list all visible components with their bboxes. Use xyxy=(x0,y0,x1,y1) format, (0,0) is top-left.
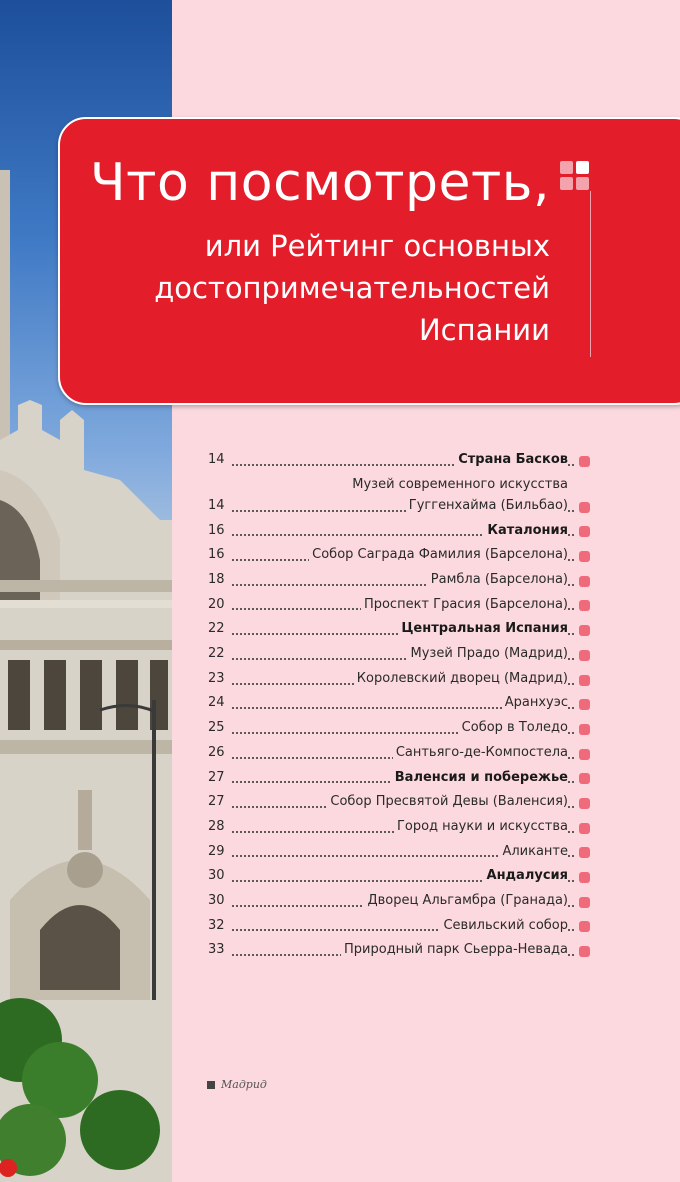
toc-page-number: 26 xyxy=(208,744,225,760)
bullet-square-icon xyxy=(579,847,590,858)
toc-item[interactable] xyxy=(208,593,592,618)
toc-label: Королевский дворец (Мадрид) xyxy=(354,667,568,692)
toc-page-number: 25 xyxy=(208,720,225,736)
toc-item[interactable] xyxy=(208,938,592,963)
table-of-contents xyxy=(208,448,592,963)
toc-page-number: 27 xyxy=(208,769,225,785)
toc-item[interactable] xyxy=(208,692,592,717)
toc-page-number: 23 xyxy=(208,670,225,686)
toc-page-number: 27 xyxy=(208,794,225,810)
toc-item[interactable] xyxy=(208,448,592,473)
squares-logo-icon xyxy=(560,161,592,193)
bullet-square-icon xyxy=(579,823,590,834)
toc-label: Гуггенхайма (Бильбао) xyxy=(406,494,568,519)
toc-page-number: 20 xyxy=(208,596,225,612)
photo-caption xyxy=(207,1078,267,1091)
toc-page-number: 30 xyxy=(208,868,225,884)
toc-page-number: 28 xyxy=(208,818,225,834)
toc-label: Рамбла (Барселона) xyxy=(428,568,568,593)
toc-section-label: Страна Басков xyxy=(455,448,568,473)
bullet-square-icon xyxy=(579,872,590,883)
subtitle-line: или Рейтинг основных xyxy=(204,229,550,263)
toc-section-label: Центральная Испания xyxy=(398,617,568,642)
bullet-square-icon xyxy=(579,749,590,760)
toc-page-number: 14 xyxy=(208,497,225,513)
toc-item[interactable] xyxy=(208,790,592,815)
subtitle-line: Испании xyxy=(418,313,550,347)
toc-label: Сантьяго-де-Компостела xyxy=(393,741,568,766)
bullet-square-icon xyxy=(579,921,590,932)
toc-item[interactable] xyxy=(208,840,592,865)
toc-page-number: 16 xyxy=(208,522,225,538)
toc-label-line: Музей современного искусства xyxy=(352,476,568,492)
toc-page-number: 29 xyxy=(208,843,225,859)
divider xyxy=(590,191,591,357)
toc-label: Аликанте xyxy=(499,840,568,865)
toc-page-number: 18 xyxy=(208,572,225,588)
toc-item[interactable] xyxy=(208,473,592,519)
toc-item[interactable] xyxy=(208,543,592,568)
toc-item[interactable] xyxy=(208,617,592,642)
toc-section-label: Андалусия xyxy=(484,864,568,889)
toc-page-number: 24 xyxy=(208,695,225,711)
bullet-square-icon xyxy=(579,600,590,611)
toc-item[interactable] xyxy=(208,766,592,791)
caption-square-icon xyxy=(207,1081,215,1089)
bullet-square-icon xyxy=(579,724,590,735)
toc-label: Дворец Альгамбра (Гранада) xyxy=(364,889,568,914)
toc-section-label: Валенсия и побережье xyxy=(392,766,568,791)
toc-section-label: Каталония xyxy=(484,519,568,544)
caption-text: Мадрид xyxy=(221,1078,267,1091)
toc-page-number: 30 xyxy=(208,892,225,908)
toc-item[interactable] xyxy=(208,914,592,939)
toc-item[interactable] xyxy=(208,889,592,914)
bullet-square-icon xyxy=(579,699,590,710)
toc-page-number: 22 xyxy=(208,646,225,662)
toc-item[interactable] xyxy=(208,864,592,889)
toc-page-number: 32 xyxy=(208,917,225,933)
toc-item[interactable] xyxy=(208,741,592,766)
subtitle-line: достопримечательностей xyxy=(154,271,550,305)
toc-item[interactable] xyxy=(208,716,592,741)
toc-label: Собор в Толедо xyxy=(459,716,568,741)
title-card xyxy=(58,117,680,405)
toc-label: Город науки и искусства xyxy=(394,815,568,840)
toc-label: Музей Прадо (Мадрид) xyxy=(408,642,568,667)
toc-label: Собор Пресвятой Девы (Валенсия) xyxy=(327,790,568,815)
toc-label: Аранхуэс xyxy=(502,691,568,716)
toc-page-number: 16 xyxy=(208,547,225,563)
bullet-square-icon xyxy=(579,946,590,957)
toc-label: Севильский собор xyxy=(440,914,568,939)
bullet-square-icon xyxy=(579,526,590,537)
toc-label: Собор Саграда Фамилия (Барселона) xyxy=(309,543,568,568)
toc-item[interactable] xyxy=(208,642,592,667)
bullet-square-icon xyxy=(579,576,590,587)
bullet-square-icon xyxy=(579,675,590,686)
toc-page-number: 14 xyxy=(208,451,225,467)
bullet-square-icon xyxy=(579,897,590,908)
bullet-square-icon xyxy=(579,798,590,809)
toc-item[interactable] xyxy=(208,519,592,544)
bullet-square-icon xyxy=(579,773,590,784)
toc-label: Проспект Грасия (Барселона) xyxy=(361,593,568,618)
bullet-square-icon xyxy=(579,551,590,562)
page-subtitle xyxy=(154,225,550,351)
toc-item[interactable] xyxy=(208,568,592,593)
toc-item[interactable] xyxy=(208,667,592,692)
bullet-square-icon xyxy=(579,456,590,467)
toc-item[interactable] xyxy=(208,815,592,840)
toc-label: Природный парк Сьерра-Невада xyxy=(341,938,568,963)
toc-page-number: 33 xyxy=(208,942,225,958)
page-title: Что посмотреть, xyxy=(90,153,550,213)
toc-page-number: 22 xyxy=(208,621,225,637)
bullet-square-icon xyxy=(579,502,590,513)
bullet-square-icon xyxy=(579,625,590,636)
bullet-square-icon xyxy=(579,650,590,661)
